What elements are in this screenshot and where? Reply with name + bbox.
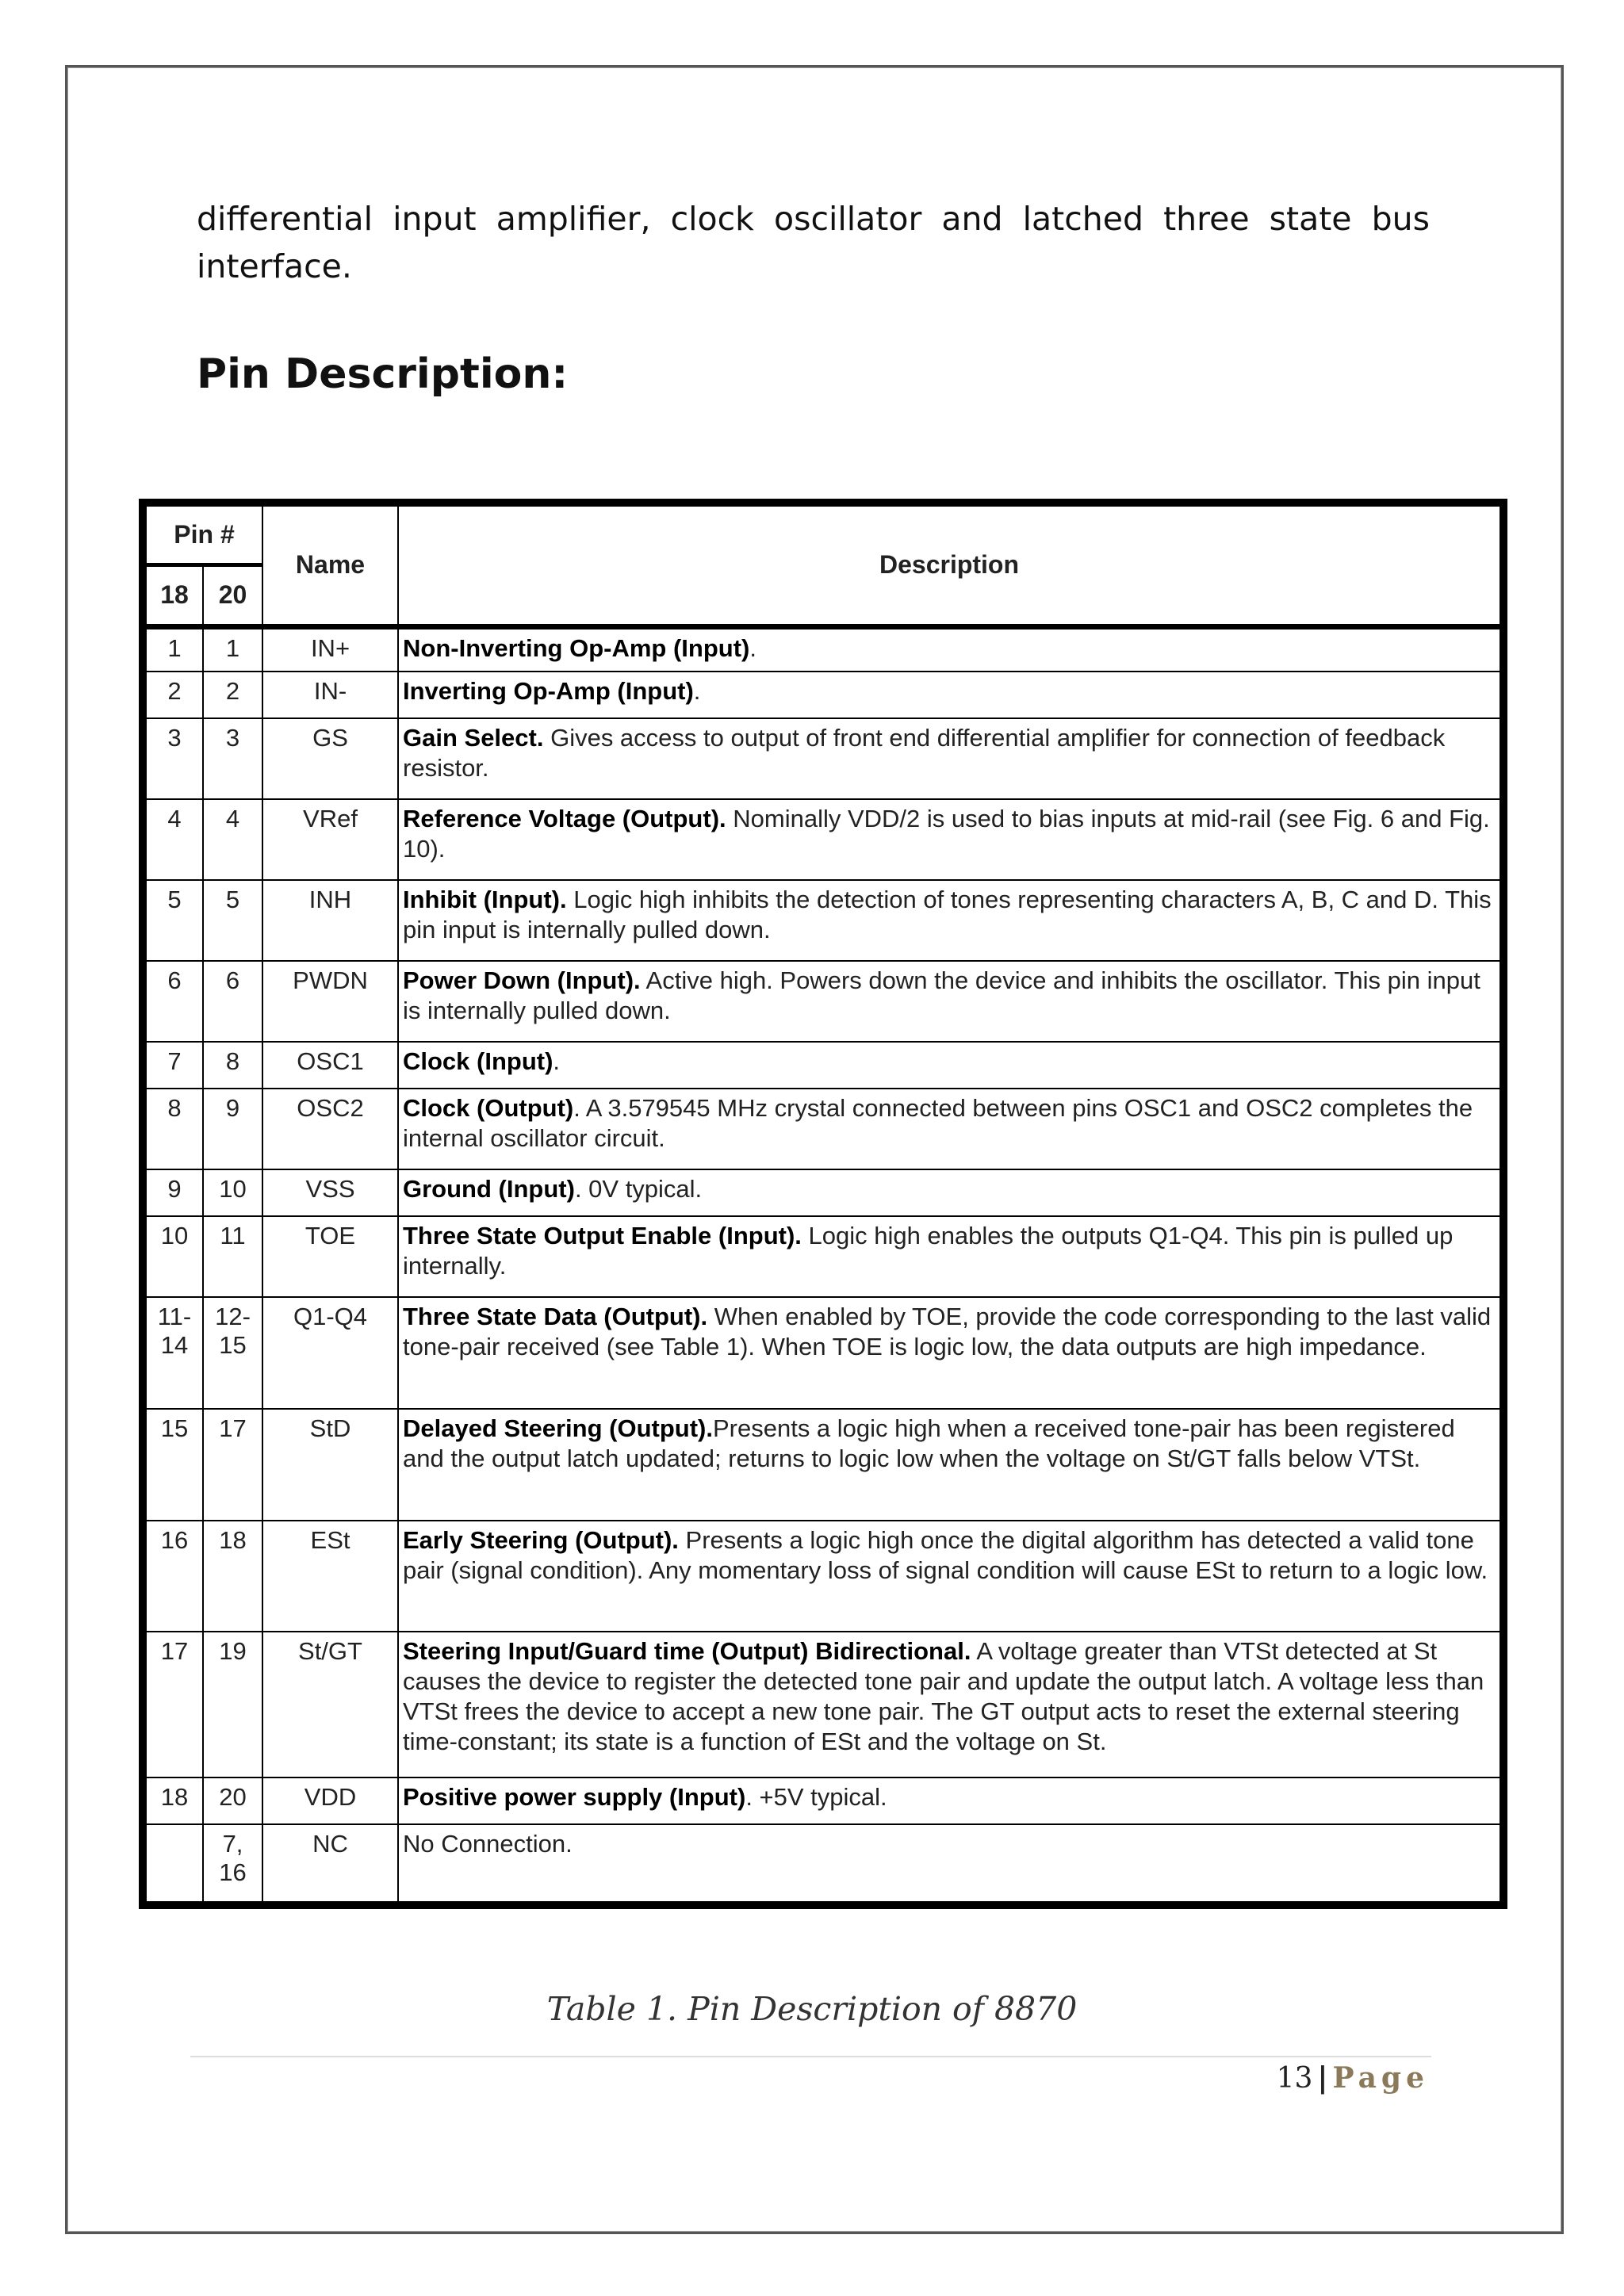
pin-20-cell: 20 [203,1777,262,1824]
intro-paragraph: differential input amplifier, clock oscillator and latched three state bus interface. [197,200,1430,285]
table-row [146,672,1500,718]
description-title: Three State Data (Output). [403,1303,708,1331]
description-title: Ground (Input) [403,1175,575,1203]
description-text: Active high. Powers down the device and inhibits the oscillator. This pin input is internally pulled down. [403,966,1480,1025]
table-caption: Table 1. Pin Description of 8870 [546,1990,1078,2028]
pin-name-cell: St/GT [262,1632,398,1777]
description-title: Steering Input/Guard time (Output) Bidirectional. [403,1637,971,1666]
page-number: 13 [1276,2062,1313,2095]
description-title: Positive power supply (Input) [403,1782,746,1811]
description-text: Gives access to output of front end differential amplifier for connection of feedback resistor. [403,724,1446,783]
pin-description-cell [398,1169,1500,1216]
description-text: Presents a logic high when a received tone-pair has been registered and the output latch updated; returns to logic low when the voltage on St/GT falls below VTSt. [403,1414,1455,1472]
pin-description-cell [398,1409,1500,1521]
description-title: Non-Inverting Op-Amp (Input) [403,633,750,662]
pin-20-cell: 9 [203,1089,262,1169]
pin-name-cell: PWDN [262,961,398,1042]
pin-18-cell: 1 [146,626,203,672]
table-row [146,1632,1500,1777]
pin-18-header: 18 [146,564,203,626]
pin-description-cell [398,799,1500,880]
description-text: . [693,677,701,706]
pin-20-cell: 5 [203,880,262,961]
pin-name-cell: VRef [262,799,398,880]
table-row [146,718,1500,799]
description-title: Early Steering (Output). [403,1525,679,1554]
description-text: . [553,1047,561,1076]
pin-20-header: 20 [203,564,262,626]
description-title: Three State Output Enable (Input). [403,1222,802,1250]
table-row [146,626,1500,672]
description-text: . A 3.579545 MHz crystal connected between pins OSC1 and OSC2 completes the internal oscillator circuit. [403,1094,1473,1153]
pin-description-cell [398,718,1500,799]
section-heading: Pin Description: [197,350,569,398]
footer-divider [190,2056,1431,2057]
pin-description-cell [398,1521,1500,1632]
description-header: Description [398,506,1500,626]
description-text: Nominally VDD/2 is used to bias inputs at mid-rail (see Fig. 6 and Fig. 10). [403,805,1490,863]
pin-18-cell: 6 [146,961,203,1042]
pin-name-cell: OSC1 [262,1042,398,1089]
table-row [146,1297,1500,1409]
description-text: When enabled by TOE, provide the code corresponding to the last valid tone-pair received (see Table 1). When TOE is logic low, the data outputs are high impedance. [403,1303,1492,1361]
pin-18-cell: 10 [146,1216,203,1297]
pin-number-header: Pin # [146,506,262,564]
pin-20-cell: 7, 16 [203,1824,262,1902]
pin-name-cell: ESt [262,1521,398,1632]
pin-20-cell: 10 [203,1169,262,1216]
description-text: Presents a logic high once the digital algorithm has detected a valid tone pair (signal condition). Any momentary loss of signal condition will cause ESt to return to a logic low. [403,1525,1488,1584]
table-row [146,880,1500,961]
pin-description-cell [398,961,1500,1042]
pin-description-cell [398,1632,1500,1777]
pin-name-cell: IN- [262,672,398,718]
pin-description-cell [398,1042,1500,1089]
pin-20-cell: 18 [203,1521,262,1632]
table-row [146,1521,1500,1632]
pin-20-cell: 12-15 [203,1297,262,1409]
table-row [146,1824,1500,1902]
pin-description-cell [398,1216,1500,1297]
pin-18-cell: 11-14 [146,1297,203,1409]
pin-18-cell: 15 [146,1409,203,1521]
description-text: . 0V typical. [574,1175,703,1203]
pin-20-cell: 19 [203,1632,262,1777]
description-text: Logic high inhibits the detection of tones representing characters A, B, C and D. This pin input is internally pulled down. [403,886,1492,944]
pin-20-cell: 11 [203,1216,262,1297]
pin-name-cell: GS [262,718,398,799]
description-title: Gain Select. [403,724,544,752]
footer-separator: | [1317,2061,1328,2095]
table-row [146,1042,1500,1089]
pin-20-cell: 4 [203,799,262,880]
description-text: . +5V typical. [745,1782,887,1811]
description-title: Delayed Steering (Output). [403,1414,713,1442]
pin-18-cell: 4 [146,799,203,880]
description-text: Logic high enables the outputs Q1-Q4. This pin is pulled up internally. [403,1222,1454,1280]
pin-name-cell: INH [262,880,398,961]
table-row [146,1216,1500,1297]
pin-name-cell: VSS [262,1169,398,1216]
pin-name-cell: NC [262,1824,398,1902]
table-row [146,1089,1500,1169]
pin-description-cell [398,1777,1500,1824]
pin-18-cell: 18 [146,1777,203,1824]
table-row [146,961,1500,1042]
pin-name-cell: IN+ [262,626,398,672]
pin-name-cell: VDD [262,1777,398,1824]
description-title: Clock (Input) [403,1047,553,1076]
pin-18-cell: 5 [146,880,203,961]
pin-18-cell: 3 [146,718,203,799]
table-row [146,1409,1500,1521]
description-title: Inhibit (Input). [403,886,567,914]
pin-name-cell: Q1-Q4 [262,1297,398,1409]
description-title: Clock (Output) [403,1094,574,1123]
pin-20-cell: 3 [203,718,262,799]
pin-name-cell: TOE [262,1216,398,1297]
description-text: No Connection. [403,1829,573,1858]
pin-description-table [139,499,1507,1909]
pin-18-cell: 7 [146,1042,203,1089]
pin-20-cell: 1 [203,626,262,672]
pin-18-cell: 17 [146,1632,203,1777]
description-text: A voltage greater than VTSt detected at St causes the device to register the detected tone pair and update the output latch. A voltage less than VTSt frees the device to accept a new tone pair. The GT output acts to reset the external steering time-constant; its state is a function of ESt and the voltage on St. [403,1637,1484,1756]
name-header: Name [262,506,398,626]
table-row [146,1777,1500,1824]
description-title: Reference Voltage (Output). [403,805,726,833]
pin-description-cell [398,1089,1500,1169]
description-text: . [749,633,756,662]
pin-18-cell [146,1824,203,1902]
pin-description-cell [398,672,1500,718]
pin-20-cell: 6 [203,961,262,1042]
description-title: Inverting Op-Amp (Input) [403,677,694,706]
table-row [146,1169,1500,1216]
pin-20-cell: 17 [203,1409,262,1521]
pin-18-cell: 8 [146,1089,203,1169]
pin-description-cell [398,1824,1500,1902]
pin-description-cell [398,1297,1500,1409]
pin-name-cell: OSC2 [262,1089,398,1169]
table-row [146,799,1500,880]
page-footer [1277,2061,1429,2095]
pin-18-cell: 9 [146,1169,203,1216]
pin-20-cell: 8 [203,1042,262,1089]
pin-description-cell [398,880,1500,961]
description-title: Power Down (Input). [403,966,641,995]
pin-name-cell: StD [262,1409,398,1521]
pin-18-cell: 16 [146,1521,203,1632]
page-word: Page [1332,2061,1429,2095]
pin-18-cell: 2 [146,672,203,718]
pin-20-cell: 2 [203,672,262,718]
pin-description-cell [398,626,1500,672]
